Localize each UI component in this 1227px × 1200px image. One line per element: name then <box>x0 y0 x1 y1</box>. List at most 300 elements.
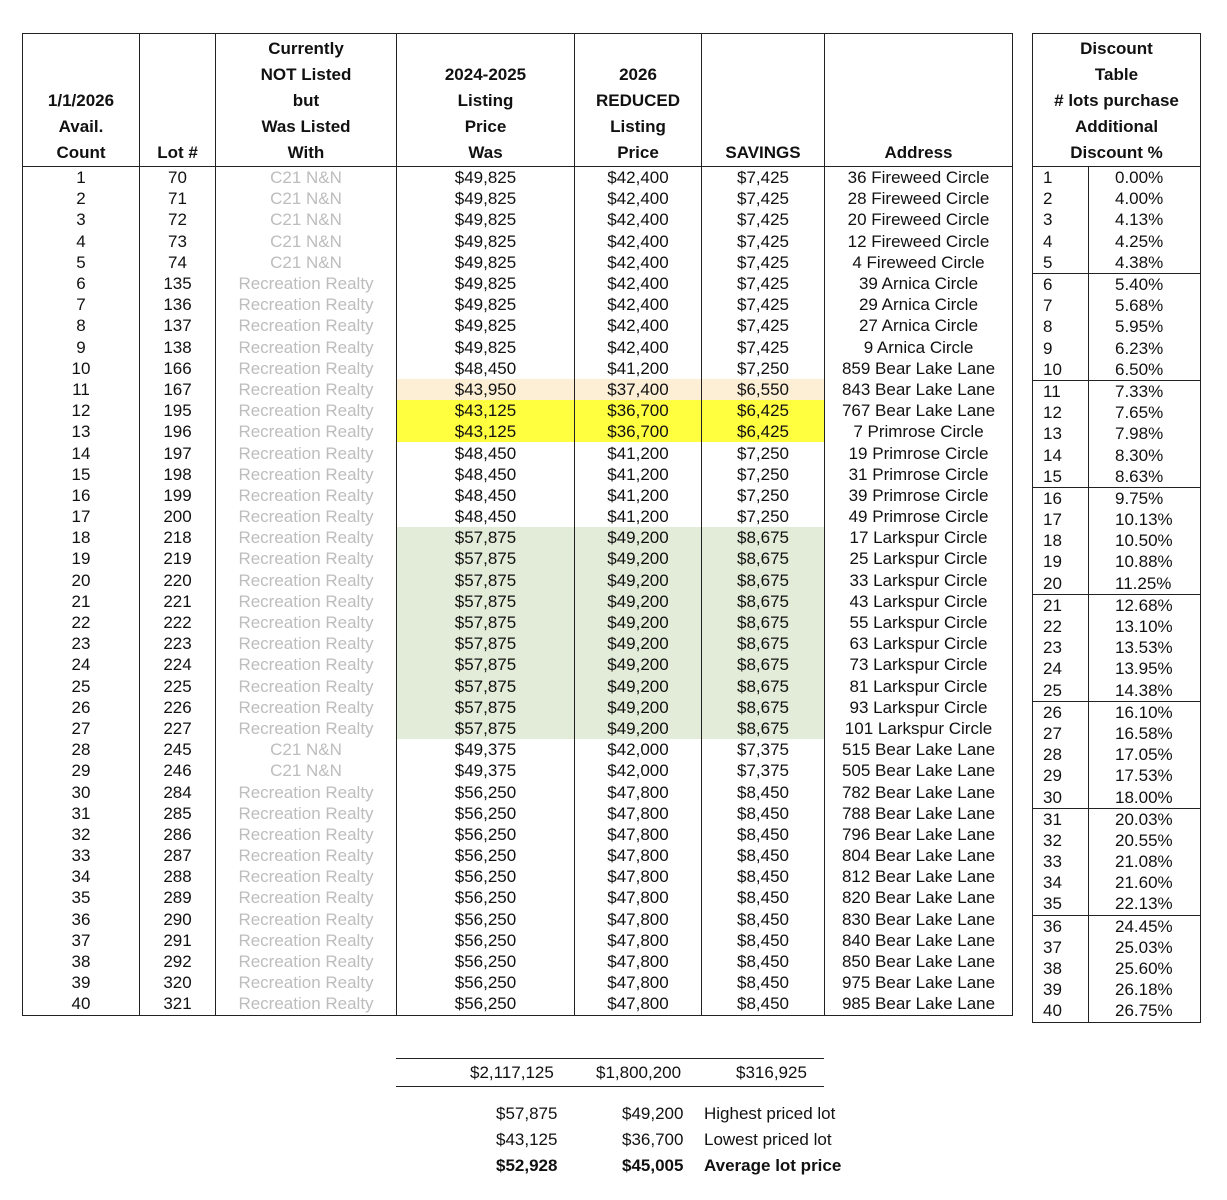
discount-percent: 14.38% <box>1089 680 1201 702</box>
reduced-price-cell: $42,400 <box>575 188 702 209</box>
discount-row <box>1033 979 1201 1000</box>
listed-with-cell: Recreation Realty <box>216 506 397 527</box>
table-row <box>23 527 1013 548</box>
discount-percent: 10.88% <box>1115 552 1173 572</box>
reduced-price-cell: $49,200 <box>575 570 702 591</box>
header-address <box>825 34 1013 167</box>
discount-lot-count: 14 <box>1033 444 1089 465</box>
table-row <box>23 315 1013 336</box>
savings-cell: $8,675 <box>702 676 825 697</box>
price-was-cell: $49,825 <box>397 167 575 189</box>
discount-percent: 25.03% <box>1115 937 1173 957</box>
discount-lot-count: 6 <box>1033 273 1089 295</box>
listed-with-cell: Recreation Realty <box>216 612 397 633</box>
discount-lot-count: 24 <box>1033 658 1089 679</box>
discount-percent: 10.50% <box>1115 531 1173 551</box>
price-was-cell: $57,875 <box>397 718 575 739</box>
avail-count-cell: 21 <box>23 591 140 612</box>
reduced-price-cell: $42,400 <box>575 167 702 189</box>
discount-lot-count: 26 <box>1033 701 1089 723</box>
discount-percent: 12.68% <box>1115 595 1173 615</box>
discount-percent: 5.68% <box>1115 296 1164 316</box>
avail-count-cell: 31 <box>23 803 140 824</box>
listed-with-cell: Recreation Realty <box>216 993 397 1015</box>
address-cell: 804 Bear Lake Lane <box>825 845 1013 866</box>
discount-lot-count: 20 <box>1033 573 1089 595</box>
address-cell: 975 Bear Lake Lane <box>825 972 1013 993</box>
header-line: 2024-2025 <box>444 65 527 84</box>
discount-lot-count: 9 <box>1033 338 1089 359</box>
summary-was: $43,125 <box>496 1130 558 1149</box>
savings-cell: $8,675 <box>702 527 825 548</box>
discount-percent: 7.65% <box>1115 403 1164 423</box>
discount-row <box>1033 509 1201 530</box>
avail-count-cell: 3 <box>23 209 140 230</box>
price-was-cell: $49,825 <box>397 231 575 252</box>
address-cell: 12 Fireweed Circle <box>825 231 1013 252</box>
reduced-price-cell: $47,800 <box>575 972 702 993</box>
discount-lot-count: 1 <box>1033 167 1089 189</box>
discount-percent: 11.25% <box>1089 573 1201 595</box>
avail-count-cell: 15 <box>23 464 140 485</box>
discount-percent: 16.58% <box>1115 723 1173 743</box>
discount-lot-count: 40 <box>1033 1000 1089 1022</box>
summary-row <box>396 1156 876 1182</box>
discount-lot-count: 2 <box>1033 188 1089 209</box>
address-cell: 39 Primrose Circle <box>825 485 1013 506</box>
lot-number-cell: 72 <box>140 209 216 230</box>
savings-cell: $7,250 <box>702 506 825 527</box>
savings-cell: $7,425 <box>702 167 825 189</box>
savings-cell: $8,675 <box>702 654 825 675</box>
address-cell: 31 Primrose Circle <box>825 464 1013 485</box>
listed-with-cell: Recreation Realty <box>216 442 397 463</box>
discount-percent: 5.40% <box>1115 275 1164 295</box>
avail-count-cell: 34 <box>23 866 140 887</box>
reduced-price-cell: $47,800 <box>575 845 702 866</box>
discount-percent: 5.95% <box>1115 317 1164 337</box>
summary-label: Average lot price <box>704 1156 842 1175</box>
listed-with-cell: Recreation Realty <box>216 824 397 845</box>
price-was-cell: $49,825 <box>397 273 575 294</box>
savings-cell: $7,425 <box>702 231 825 252</box>
table-row <box>23 294 1013 315</box>
lot-number-cell: 196 <box>140 421 216 442</box>
discount-lot-count: 8 <box>1033 316 1089 337</box>
discount-row <box>1033 231 1201 252</box>
avail-count-cell: 24 <box>23 654 140 675</box>
discount-header <box>1033 34 1201 167</box>
address-cell: 36 Fireweed Circle <box>825 167 1013 189</box>
lot-rows <box>23 167 1013 1016</box>
table-row <box>23 697 1013 718</box>
savings-cell: $7,425 <box>702 294 825 315</box>
listed-with-cell: Recreation Realty <box>216 337 397 358</box>
table-row <box>23 803 1013 824</box>
reduced-price-cell: $47,800 <box>575 951 702 972</box>
reduced-price-cell: $41,200 <box>575 506 702 527</box>
discount-row <box>1033 851 1201 872</box>
table-row <box>23 951 1013 972</box>
lot-number-cell: 74 <box>140 252 216 273</box>
discount-percent: 4.00% <box>1115 189 1164 209</box>
lot-number-cell: 219 <box>140 548 216 569</box>
header-line: Avail. <box>58 117 104 136</box>
header-line: Currently <box>268 39 344 58</box>
savings-cell: $8,450 <box>702 866 825 887</box>
discount-lot-count: 22 <box>1033 616 1089 637</box>
avail-count-cell: 6 <box>23 273 140 294</box>
reduced-price-cell: $47,800 <box>575 781 702 802</box>
discount-lot-count: 13 <box>1033 423 1089 444</box>
price-was-cell: $49,825 <box>397 337 575 358</box>
discount-row <box>1033 786 1201 808</box>
discount-row <box>1033 637 1201 658</box>
address-cell: 985 Bear Lake Lane <box>825 993 1013 1015</box>
listed-with-cell: Recreation Realty <box>216 718 397 739</box>
discount-lot-count: 34 <box>1033 872 1089 893</box>
savings-cell: $7,425 <box>702 315 825 336</box>
discount-percent: 22.13% <box>1089 893 1201 915</box>
listed-with-cell: Recreation Realty <box>216 400 397 421</box>
header-line: 1/1/2026 <box>47 91 115 110</box>
discount-row <box>1033 616 1201 637</box>
lot-number-cell: 200 <box>140 506 216 527</box>
address-cell: 28 Fireweed Circle <box>825 188 1013 209</box>
avail-count-cell: 30 <box>23 781 140 802</box>
discount-row <box>1033 295 1201 316</box>
avail-count-cell: 9 <box>23 337 140 358</box>
savings-cell: $8,450 <box>702 930 825 951</box>
reduced-price-cell: $47,800 <box>575 803 702 824</box>
lot-number-cell: 291 <box>140 930 216 951</box>
header-line: Additional <box>1074 117 1159 136</box>
discount-percent: 7.33% <box>1115 381 1164 401</box>
savings-cell: $8,675 <box>702 697 825 718</box>
lot-number-cell: 246 <box>140 760 216 781</box>
listed-with-cell: Recreation Realty <box>216 803 397 824</box>
lot-number-cell: 167 <box>140 379 216 400</box>
savings-cell: $8,450 <box>702 781 825 802</box>
listed-with-cell: Recreation Realty <box>216 548 397 569</box>
reduced-price-cell: $42,400 <box>575 337 702 358</box>
header-line: Price <box>617 143 659 162</box>
header-line: Listing <box>457 91 514 110</box>
avail-count-cell: 18 <box>23 527 140 548</box>
avail-count-cell: 29 <box>23 760 140 781</box>
savings-cell: $7,425 <box>702 252 825 273</box>
listed-with-cell: C21 N&N <box>216 252 397 273</box>
avail-count-cell: 19 <box>23 548 140 569</box>
lot-number-cell: 321 <box>140 993 216 1015</box>
price-was-cell: $48,450 <box>397 442 575 463</box>
reduced-price-cell: $49,200 <box>575 548 702 569</box>
address-cell: 49 Primrose Circle <box>825 506 1013 527</box>
lot-number-cell: 224 <box>140 654 216 675</box>
discount-percent: 4.13% <box>1115 210 1164 230</box>
savings-cell: $7,425 <box>702 273 825 294</box>
avail-count-cell: 17 <box>23 506 140 527</box>
price-was-cell: $49,825 <box>397 209 575 230</box>
listed-with-cell: Recreation Realty <box>216 909 397 930</box>
price-was-cell: $48,450 <box>397 358 575 379</box>
address-cell: 29 Arnica Circle <box>825 294 1013 315</box>
savings-cell: $8,450 <box>702 803 825 824</box>
address-cell: 9 Arnica Circle <box>825 337 1013 358</box>
lot-number-cell: 245 <box>140 739 216 760</box>
lot-number-cell: 198 <box>140 464 216 485</box>
table-row <box>23 464 1013 485</box>
savings-cell: $6,550 <box>702 379 825 400</box>
avail-count-cell: 27 <box>23 718 140 739</box>
listed-with-cell: C21 N&N <box>216 739 397 760</box>
avail-count-cell: 14 <box>23 442 140 463</box>
listed-with-cell: C21 N&N <box>216 188 397 209</box>
header-line: but <box>292 91 320 110</box>
lot-number-cell: 166 <box>140 358 216 379</box>
discount-percent: 21.60% <box>1115 873 1173 893</box>
lot-number-cell: 288 <box>140 866 216 887</box>
reduced-price-cell: $49,200 <box>575 527 702 548</box>
discount-percent: 8.63% <box>1089 466 1201 488</box>
avail-count-cell: 7 <box>23 294 140 315</box>
discount-lot-count: 29 <box>1033 765 1089 786</box>
header-price-was <box>397 34 575 167</box>
avail-count-cell: 1 <box>23 167 140 189</box>
reduced-price-cell: $42,400 <box>575 294 702 315</box>
savings-cell: $7,375 <box>702 739 825 760</box>
header-line: Was <box>468 143 503 162</box>
price-was-cell: $57,875 <box>397 676 575 697</box>
avail-count-cell: 23 <box>23 633 140 654</box>
lot-number-cell: 138 <box>140 337 216 358</box>
savings-cell: $7,250 <box>702 358 825 379</box>
address-cell: 820 Bear Lake Lane <box>825 887 1013 908</box>
price-was-cell: $48,450 <box>397 464 575 485</box>
avail-count-cell: 39 <box>23 972 140 993</box>
listed-with-cell: C21 N&N <box>216 167 397 189</box>
lot-number-cell: 71 <box>140 188 216 209</box>
table-row <box>23 379 1013 400</box>
savings-cell: $8,450 <box>702 972 825 993</box>
discount-lot-count: 36 <box>1033 915 1089 937</box>
savings-cell: $8,450 <box>702 824 825 845</box>
address-cell: 25 Larkspur Circle <box>825 548 1013 569</box>
discount-rows <box>1033 167 1201 1023</box>
discount-row <box>1033 765 1201 786</box>
discount-percent: 17.53% <box>1115 766 1173 786</box>
price-was-cell: $56,250 <box>397 887 575 908</box>
discount-row <box>1033 808 1201 830</box>
discount-lot-count: 33 <box>1033 851 1089 872</box>
lot-number-cell: 227 <box>140 718 216 739</box>
reduced-price-cell: $47,800 <box>575 887 702 908</box>
avail-count-cell: 36 <box>23 909 140 930</box>
discount-percent: 21.08% <box>1115 852 1173 872</box>
avail-count-cell: 4 <box>23 231 140 252</box>
table-row <box>23 167 1013 189</box>
address-cell: 4 Fireweed Circle <box>825 252 1013 273</box>
price-was-cell: $56,250 <box>397 951 575 972</box>
listed-with-cell: Recreation Realty <box>216 294 397 315</box>
address-cell: 767 Bear Lake Lane <box>825 400 1013 421</box>
header-line: Lot # <box>157 143 198 162</box>
discount-table <box>1032 33 1201 1023</box>
price-was-cell: $49,375 <box>397 760 575 781</box>
listed-with-cell: Recreation Realty <box>216 273 397 294</box>
summary-reduced: $36,700 <box>622 1130 684 1149</box>
reduced-price-cell: $41,200 <box>575 442 702 463</box>
discount-lot-count: 12 <box>1033 402 1089 423</box>
discount-percent: 9.75% <box>1115 488 1164 508</box>
discount-lot-count: 10 <box>1033 359 1089 381</box>
lot-number-cell: 285 <box>140 803 216 824</box>
lot-number-cell: 197 <box>140 442 216 463</box>
table-row <box>23 845 1013 866</box>
price-was-cell: $43,125 <box>397 421 575 442</box>
discount-lot-count: 17 <box>1033 509 1089 530</box>
header-line: With <box>287 143 325 162</box>
price-was-cell: $56,250 <box>397 909 575 930</box>
discount-row <box>1033 658 1201 679</box>
discount-percent: 0.00% <box>1115 168 1164 188</box>
discount-percent: 26.75% <box>1089 1000 1201 1022</box>
discount-header-row <box>1033 34 1201 167</box>
discount-row <box>1033 487 1201 509</box>
listed-with-cell: Recreation Realty <box>216 358 397 379</box>
price-was-cell: $49,825 <box>397 294 575 315</box>
address-cell: 859 Bear Lake Lane <box>825 358 1013 379</box>
discount-row <box>1033 551 1201 572</box>
table-row <box>23 993 1013 1015</box>
listed-with-cell: Recreation Realty <box>216 972 397 993</box>
price-was-cell: $49,825 <box>397 315 575 336</box>
reduced-price-cell: $42,000 <box>575 760 702 781</box>
avail-count-cell: 28 <box>23 739 140 760</box>
listed-with-cell: Recreation Realty <box>216 570 397 591</box>
discount-lot-count: 23 <box>1033 637 1089 658</box>
price-was-cell: $43,950 <box>397 379 575 400</box>
savings-cell: $7,425 <box>702 209 825 230</box>
listed-with-cell: Recreation Realty <box>216 781 397 802</box>
summary-label: Highest priced lot <box>704 1104 836 1123</box>
lot-number-cell: 286 <box>140 824 216 845</box>
savings-cell: $8,450 <box>702 993 825 1015</box>
header-listed-with <box>216 34 397 167</box>
address-cell: 20 Fireweed Circle <box>825 209 1013 230</box>
discount-row <box>1033 958 1201 979</box>
savings-cell: $8,675 <box>702 591 825 612</box>
lot-number-cell: 287 <box>140 845 216 866</box>
header-line: Was Listed <box>261 117 351 136</box>
reduced-price-cell: $36,700 <box>575 400 702 421</box>
price-was-cell: $56,250 <box>397 930 575 951</box>
discount-lot-count: 25 <box>1033 680 1089 702</box>
discount-percent: 24.45% <box>1115 916 1173 936</box>
table-row <box>23 612 1013 633</box>
savings-cell: $8,675 <box>702 548 825 569</box>
price-was-cell: $57,875 <box>397 612 575 633</box>
discount-row <box>1033 872 1201 893</box>
avail-count-cell: 25 <box>23 676 140 697</box>
discount-lot-count: 35 <box>1033 893 1089 915</box>
lot-price-table <box>22 33 1013 1016</box>
discount-row <box>1033 188 1201 209</box>
discount-percent: 18.00% <box>1089 786 1201 808</box>
lot-number-cell: 284 <box>140 781 216 802</box>
avail-count-cell: 35 <box>23 887 140 908</box>
reduced-price-cell: $42,400 <box>575 231 702 252</box>
reduced-price-cell: $37,400 <box>575 379 702 400</box>
reduced-price-cell: $49,200 <box>575 612 702 633</box>
table-row <box>23 760 1013 781</box>
discount-percent: 7.98% <box>1115 424 1164 444</box>
discount-lot-count: 15 <box>1033 466 1089 488</box>
header-line: 2026 <box>619 65 657 84</box>
price-was-cell: $56,250 <box>397 972 575 993</box>
avail-count-cell: 22 <box>23 612 140 633</box>
discount-row <box>1033 444 1201 465</box>
totals-row <box>396 1058 824 1087</box>
address-cell: 812 Bear Lake Lane <box>825 866 1013 887</box>
lot-number-cell: 136 <box>140 294 216 315</box>
header-savings <box>702 34 825 167</box>
price-was-cell: $56,250 <box>397 866 575 887</box>
discount-row <box>1033 402 1201 423</box>
reduced-price-cell: $42,400 <box>575 273 702 294</box>
discount-lot-count: 3 <box>1033 209 1089 230</box>
table-row <box>23 930 1013 951</box>
discount-percent: 25.60% <box>1115 959 1173 979</box>
listed-with-cell: Recreation Realty <box>216 527 397 548</box>
savings-cell: $7,250 <box>702 485 825 506</box>
discount-row <box>1033 530 1201 551</box>
table-row <box>23 633 1013 654</box>
reduced-price-cell: $49,200 <box>575 676 702 697</box>
address-cell: 796 Bear Lake Lane <box>825 824 1013 845</box>
discount-percent: 4.25% <box>1115 231 1164 251</box>
address-cell: 93 Larkspur Circle <box>825 697 1013 718</box>
summary-row <box>396 1130 876 1156</box>
reduced-price-cell: $42,000 <box>575 739 702 760</box>
lot-number-cell: 290 <box>140 909 216 930</box>
lot-number-cell: 73 <box>140 231 216 252</box>
summary-was: $57,875 <box>496 1104 558 1123</box>
lot-number-cell: 135 <box>140 273 216 294</box>
lot-number-cell: 195 <box>140 400 216 421</box>
reduced-price-cell: $41,200 <box>575 485 702 506</box>
price-was-cell: $57,875 <box>397 527 575 548</box>
reduced-price-cell: $47,800 <box>575 866 702 887</box>
price-was-cell: $49,825 <box>397 188 575 209</box>
reduced-price-cell: $41,200 <box>575 358 702 379</box>
table-row <box>23 781 1013 802</box>
header-line: Address <box>884 143 953 162</box>
discount-row <box>1033 423 1201 444</box>
price-was-cell: $56,250 <box>397 824 575 845</box>
avail-count-cell: 20 <box>23 570 140 591</box>
summary-label: Lowest priced lot <box>704 1130 832 1149</box>
discount-row <box>1033 893 1201 915</box>
avail-count-cell: 16 <box>23 485 140 506</box>
price-was-cell: $48,450 <box>397 506 575 527</box>
savings-cell: $8,450 <box>702 951 825 972</box>
listed-with-cell: C21 N&N <box>216 209 397 230</box>
discount-percent: 13.53% <box>1115 638 1173 658</box>
table-row <box>23 739 1013 760</box>
discount-lot-count: 5 <box>1033 252 1089 274</box>
discount-row <box>1033 701 1201 723</box>
